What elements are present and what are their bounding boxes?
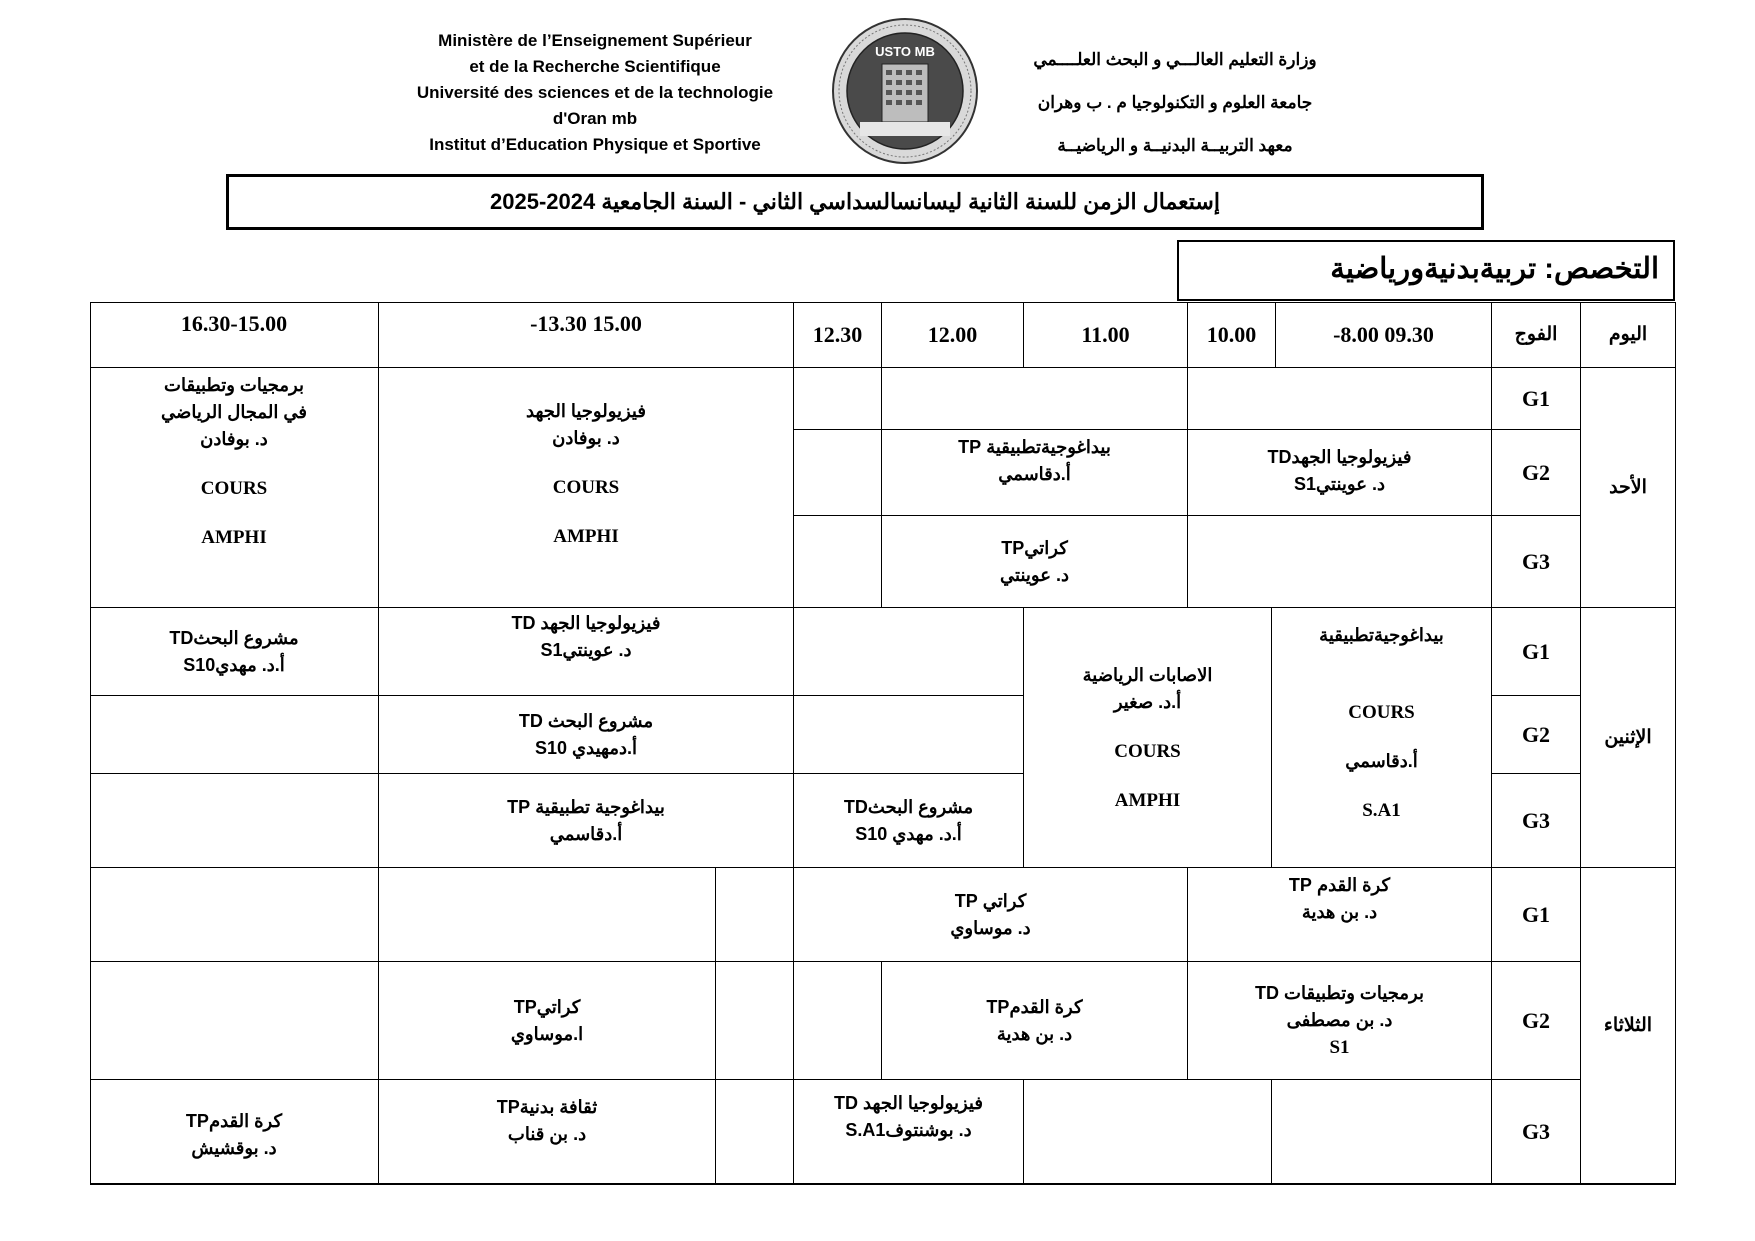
tuesday-g2-1230 (794, 962, 882, 1080)
university-logo (830, 16, 980, 166)
group-monday-g3: G3 (1492, 774, 1581, 868)
logo-text: USTO MB (875, 44, 935, 59)
tuesday-g2-1300 (716, 962, 794, 1080)
group-tuesday-g1: G1 (1492, 868, 1581, 962)
sunday-g1-800 (1188, 368, 1492, 430)
monday-g2-1230 (794, 696, 1024, 774)
specialty-box (1177, 240, 1675, 301)
sunday-g1-1230 (794, 368, 882, 430)
group-monday-g2: G2 (1492, 696, 1581, 774)
monday-g1-1530: مشروع البحثTD أ.د. مهديS10 (90, 608, 379, 696)
header-t2: 10.00 (1188, 302, 1276, 368)
tuesday-g1-800: كرة القدم TP د. بن هدية (1188, 868, 1492, 962)
sunday-g2-800: فيزيولوجيا الجهدTD د. عوينتيS1 (1188, 430, 1492, 516)
monday-g3-1530 (90, 774, 379, 868)
sunday-1330-all-groups: فيزيولوجيا الجهد د. بوفادن COURS AMPHI (379, 368, 794, 608)
sunday-g1-1100 (882, 368, 1188, 430)
header-t6: -13.30 15.00 (379, 302, 794, 368)
sunday-g2-1100: بيداغوجيةتطبيقية TP أ.دقاسمي (882, 430, 1188, 516)
header-t1: -8.00 09.30 (1276, 302, 1492, 368)
sunday-1530-all-groups: برمجيات وتطبيقات في المجال الرياضي د. بوفادن COURS AMPHI (90, 368, 379, 608)
sunday-g3-1100: كراتيTP د. عوينتي (882, 516, 1188, 608)
tuesday-g3-1330: ثقافة بدنيةTP د. بن قناب (379, 1080, 716, 1184)
french-line-5: Institut d’Education Physique et Sportive (429, 135, 761, 154)
day-sunday: الأحد (1581, 368, 1676, 608)
tuesday-g2-1100: كرة القدمTP د. بن هدية (882, 962, 1188, 1080)
french-line-1: Ministère de l’Enseignement Supérieur (438, 31, 752, 50)
group-tuesday-g3: G3 (1492, 1080, 1581, 1184)
specialty-text: التخصص: تربيةبدنيةورياضية (1330, 253, 1659, 285)
header-arabic (980, 38, 1370, 167)
header-group: الفوج (1492, 302, 1581, 368)
monday-g1-1230 (794, 608, 1024, 696)
tuesday-g2-800: برمجيات وتطبيقات TD د. بن مصطفى S1 (1188, 962, 1492, 1080)
header-t7: 16.30-15.00 (90, 302, 379, 368)
sunday-g3-1230 (794, 516, 882, 608)
french-line-4: d'Oran mb (552, 109, 638, 128)
group-sunday-g1: G1 (1492, 368, 1581, 430)
tuesday-g2-1530 (90, 962, 379, 1080)
schedule-title-text: إستعمال الزمن للسنة الثانية ليسانسالسداسي الثاني - السنة الجامعية 2024-2025 (490, 189, 1220, 214)
tuesday-g1-1100: كراتي TP د. موساوي (794, 868, 1188, 962)
tuesday-g2-1330: كراتيTP ا.موساوي (379, 962, 716, 1080)
tuesday-g3-1530: كرة القدمTP د. بوقشيش (90, 1080, 379, 1184)
header-t3: 11.00 (1024, 302, 1188, 368)
monday-g2-1330: مشروع البحث TD أ.دمهيدي S10 (379, 696, 794, 774)
day-monday: الإثنين (1581, 608, 1676, 868)
schedule-title (226, 174, 1484, 230)
day-tuesday: الثلاثاء (1581, 868, 1676, 1184)
arabic-line-3: معهد التربيــة البدنيــة و الرياضيــة (1057, 136, 1293, 155)
header-french (395, 28, 795, 158)
monday-800-all-groups: بيداغوجيةتطبيقية COURS أ.دقاسمي S.A1 (1272, 608, 1492, 868)
header-day: اليوم (1581, 302, 1676, 368)
sunday-g3-800 (1188, 516, 1492, 608)
monday-g3-1230: مشروع البحثTD أ.د. مهدي S10 (794, 774, 1024, 868)
tuesday-g1-1300 (716, 868, 794, 962)
monday-g1-1330: فيزيولوجيا الجهد TD د. عوينتيS1 (379, 608, 794, 696)
group-monday-g1: G1 (1492, 608, 1581, 696)
tuesday-g3-1000 (1024, 1080, 1272, 1184)
arabic-line-2: جامعة العلوم و التكنولوجيا م . ب وهران (1037, 93, 1313, 112)
tuesday-g1-1530 (90, 868, 379, 962)
arabic-line-1: وزارة التعليم العالـــي و البحث العلــــمي (1033, 50, 1317, 69)
monday-g2-1530 (90, 696, 379, 774)
group-sunday-g3: G3 (1492, 516, 1581, 608)
french-line-3: Université des sciences et de la technologie (416, 83, 774, 102)
monday-g3-1330: بيداغوجية تطبيقية TP أ.دقاسمي (379, 774, 794, 868)
sunday-g2-1230 (794, 430, 882, 516)
header-t5: 12.30 (794, 302, 882, 368)
tuesday-g3-800 (1272, 1080, 1492, 1184)
tuesday-g3-1230: فيزيولوجيا الجهد TD د. بوشنتوفS.A1 (794, 1080, 1024, 1184)
group-tuesday-g2: G2 (1492, 962, 1581, 1080)
tuesday-g3-1300 (716, 1080, 794, 1184)
tuesday-g1-1330 (379, 868, 716, 962)
group-sunday-g2: G2 (1492, 430, 1581, 516)
header-t4: 12.00 (882, 302, 1024, 368)
french-line-2: et de la Recherche Scientifique (469, 57, 721, 76)
monday-1000-all-groups: الاصابات الرياضية أ.د. صغير COURS AMPHI (1024, 608, 1272, 868)
